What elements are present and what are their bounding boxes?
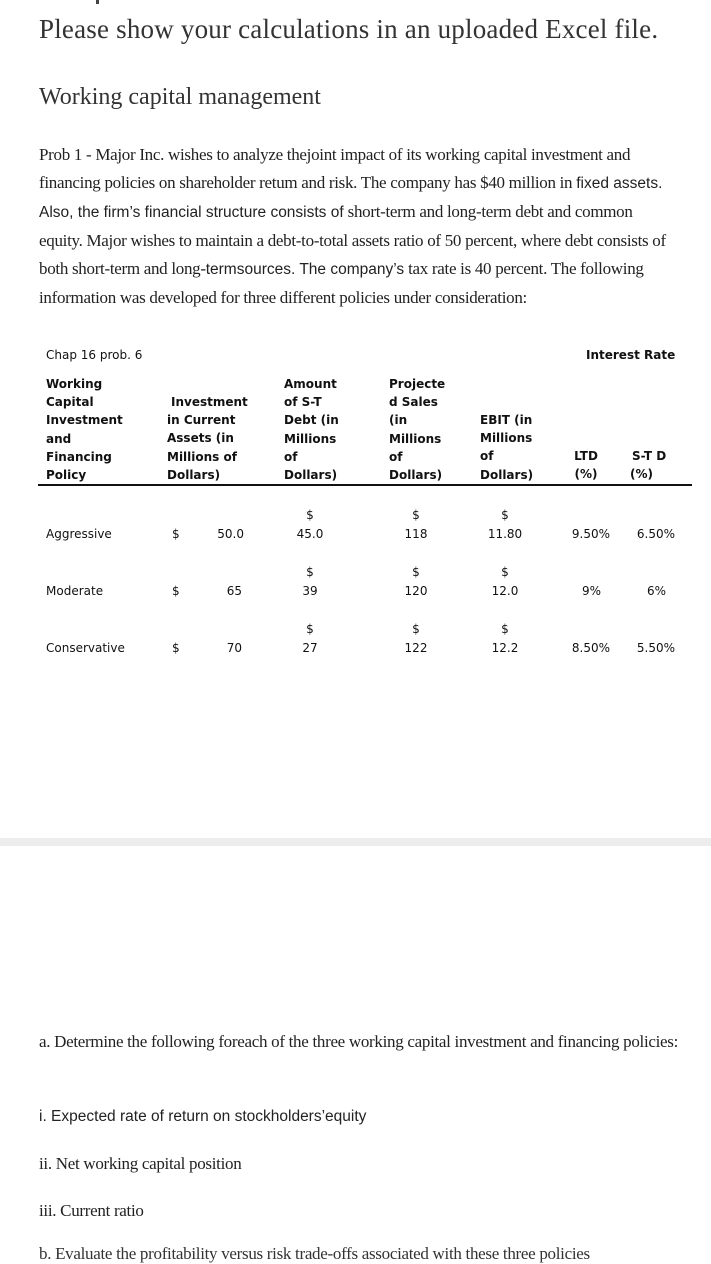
row-dollar: $	[172, 641, 180, 655]
row-std-amount: 45.0	[296, 527, 324, 541]
col-header-sales: Projecte d Sales (in Millions of Dollars)	[389, 377, 446, 483]
row-std-rate: 6.50%	[636, 527, 675, 541]
clipped-glyph	[96, 0, 99, 4]
question-ii: ii. Net working capital position	[39, 1154, 242, 1173]
spreadsheet-table	[0, 340, 711, 670]
row-sales: 118	[404, 527, 428, 541]
row-ltd: 8.50%	[571, 641, 610, 655]
currency-symbol: $	[412, 508, 420, 522]
col-header-ltd: LTD (%)	[574, 449, 598, 482]
row-ebit: 12.2	[491, 641, 519, 655]
header-underline	[38, 484, 692, 486]
currency-symbol: $	[412, 565, 420, 579]
currency-symbol: $	[412, 622, 420, 636]
page-title: Please show your calculations in an uploaded Excel file.	[39, 14, 659, 44]
problem-text-5: tax rate is 40 percent. The following information was developed for three different policies under consideration:	[39, 259, 644, 307]
question-b: b. Evaluate the profitability versus risk trade-offs associated with these three policies	[39, 1244, 590, 1263]
row-policy: Moderate	[46, 584, 104, 598]
row-std-rate: 6%	[646, 584, 666, 598]
problem-text-3: short-term and long-term debt and common equity. Major wishes to maintain a debt-to-total assets ratio of 50 percent, where debt consists of both short-term and long-	[39, 202, 666, 278]
col-header-investment: Investment in Current Assets (in Millions of Dollars)	[167, 395, 248, 482]
col-header-std-amount: Amount of S-T Debt (in Millions of Dollars)	[284, 377, 339, 483]
page-subtitle: Working capital management	[39, 84, 321, 110]
row-ltd: 9%	[581, 584, 601, 598]
currency-symbol: $	[306, 622, 314, 636]
currency-symbol: $	[306, 508, 314, 522]
currency-symbol: $	[501, 565, 509, 579]
row-dollar: $	[172, 527, 180, 541]
row-investment: 50.0	[217, 527, 244, 541]
problem-text-1: Prob 1 - Major Inc. wishes to analyze thejoint impact of its working capital investment and financing policies on shareholder retum and risk. The company has $40 million in	[39, 145, 631, 192]
problem-text-2: fixed assets. Also, the firm’s financial structure consists of	[39, 175, 663, 221]
col-header-std-rate: S-T D (%)	[630, 449, 667, 482]
row-policy: Conservative	[46, 641, 125, 655]
question-a: a. Determine the following foreach of the three working capital investment and financing policies:	[39, 1032, 679, 1051]
row-std-amount: 27	[302, 641, 318, 655]
row-ebit: 12.0	[491, 584, 519, 598]
currency-symbol: $	[501, 508, 509, 522]
section-divider	[0, 838, 711, 846]
row-std-amount: 39	[302, 584, 318, 598]
interest-rate-header: Interest Rate	[586, 348, 676, 362]
row-investment: 70	[226, 641, 242, 655]
currency-symbol: $	[306, 565, 314, 579]
currency-symbol: $	[501, 622, 509, 636]
row-policy: Aggressive	[46, 527, 112, 541]
row-ltd: 9.50%	[571, 527, 610, 541]
col-header-policy: Working Capital Investment and Financing Policy	[46, 377, 123, 483]
sheet-label: Chap 16 prob. 6	[46, 348, 143, 362]
problem-text-4: termsources. The company’s	[205, 261, 405, 278]
question-i: i. Expected rate of return on stockholders’equity	[39, 1108, 367, 1125]
problem-statement	[39, 141, 679, 312]
row-sales: 122	[404, 641, 428, 655]
row-sales: 120	[404, 584, 428, 598]
question-iii: iii. Current ratio	[39, 1201, 144, 1220]
row-investment: 65	[226, 584, 242, 598]
row-dollar: $	[172, 584, 180, 598]
col-header-ebit: EBIT (in Millions of Dollars)	[480, 413, 534, 482]
row-std-rate: 5.50%	[636, 641, 675, 655]
row-ebit: 11.80	[487, 527, 523, 541]
